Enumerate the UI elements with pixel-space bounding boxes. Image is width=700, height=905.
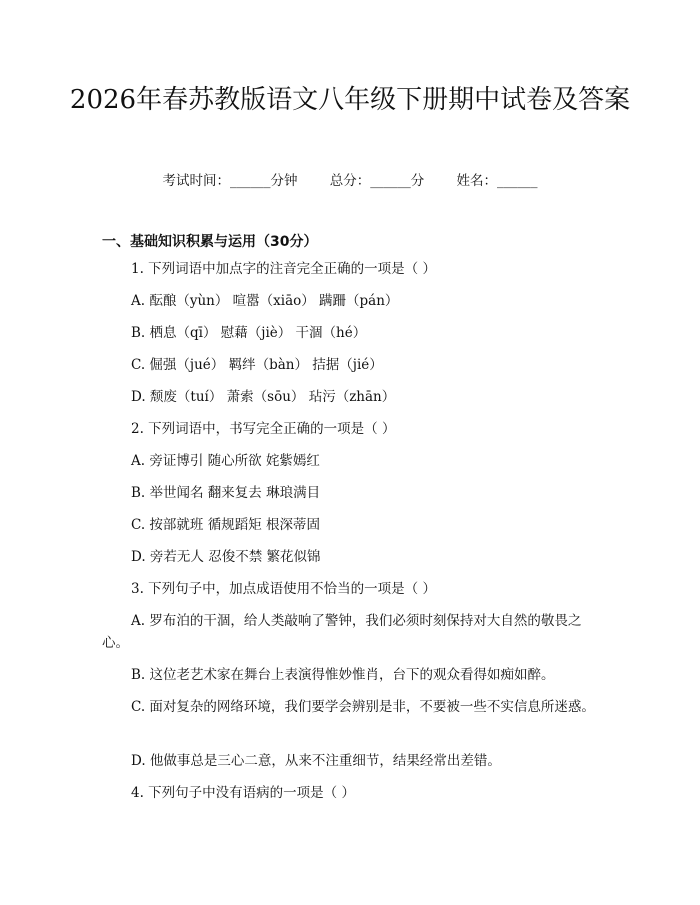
question-2-option-a: A. 旁证博引 随心所欲 姹紫嫣红: [131, 453, 320, 469]
question-3-option-d: D. 他做事总是三心二意，从来不注重细节，结果经常出差错。: [131, 753, 501, 769]
page-title: 2026年春苏教版语文八年级下册期中试卷及答案: [69, 85, 631, 115]
section-heading: 一、基础知识积累与运用（30分）: [102, 234, 318, 250]
name-field: 姓名：______: [456, 173, 538, 189]
question-1-stem: 1. 下列词语中加点字的注音完全正确的一项是（ ）: [131, 261, 436, 277]
question-3-option-b: B. 这位老艺术家在舞台上表演得惟妙惟肖，台下的观众看得如痴如醉。: [131, 667, 555, 683]
exam-time-field: 考试时间：______分钟: [162, 173, 298, 189]
question-1-option-d: D. 颓废（tuí） 萧索（sōu） 玷污（zhān）: [131, 389, 396, 405]
exam-meta: [0, 169, 700, 189]
question-4-stem: 4. 下列句子中没有语病的一项是（ ）: [131, 785, 355, 801]
question-1-option-b: B. 栖息（qī） 慰藉（jiè） 干涸（hé）: [131, 325, 367, 341]
question-3-option-c: C. 面对复杂的网络环境，我们要学会辨别是非，不要被一些不实信息所迷惑。: [131, 699, 595, 715]
question-2-option-b: B. 举世闻名 翻来复去 琳琅满目: [131, 485, 321, 501]
question-1-option-a: A. 酝酿（yùn） 喧嚣（xiāo） 蹒跚（pán）: [131, 293, 399, 309]
question-1-option-c: C. 倔强（jué） 羁绊（bàn） 拮据（jié）: [131, 357, 383, 373]
question-2-option-d: D. 旁若无人 忍俊不禁 繁花似锦: [131, 549, 321, 565]
question-2-stem: 2. 下列词语中，书写完全正确的一项是（ ）: [131, 421, 396, 437]
question-3-option-a: A. 罗布泊的干涸，给人类敲响了警钟，我们必须时刻保持对大自然的敬畏之心。: [102, 613, 582, 651]
total-score-field: 总分：______分: [329, 173, 425, 189]
question-3-stem: 3. 下列句子中，加点成语使用不恰当的一项是（ ）: [131, 581, 436, 597]
question-2-option-c: C. 按部就班 循规蹈矩 根深蒂固: [131, 517, 321, 533]
